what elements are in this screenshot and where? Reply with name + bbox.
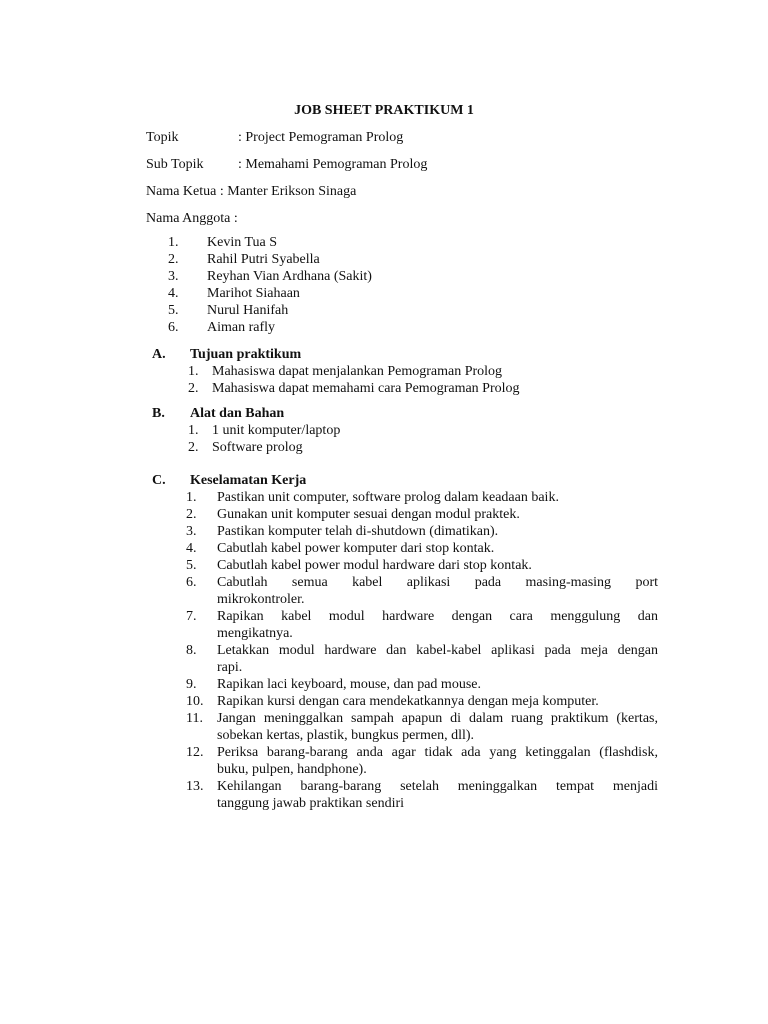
list-item — [168, 234, 372, 251]
section-a-list — [188, 363, 520, 397]
list-text-continued: rapi. — [217, 660, 243, 675]
list-text: Periksa barang-barang anda agar tidak ada yang ketinggalan (flashdisk, — [217, 745, 658, 760]
member-name: Nurul Hanifah — [207, 303, 289, 318]
list-item — [186, 523, 658, 540]
list-number: 5. — [186, 558, 197, 573]
list-text: Rapikan kursi dengan cara mendekatkannya dengan meja komputer. — [217, 694, 599, 709]
anggota-label: Nama Anggota : — [146, 211, 238, 226]
list-text-continued: buku, pulpen, handphone). — [217, 762, 367, 777]
list-item — [186, 642, 658, 676]
list-item — [186, 540, 658, 557]
subtopik-field — [146, 156, 428, 174]
list-number: 2. — [186, 507, 197, 522]
subtopik-value: : Memahami Pemograman Prolog — [238, 157, 428, 172]
member-name: Rahil Putri Syabella — [207, 252, 320, 267]
list-number: 5. — [168, 303, 179, 318]
list-text-continued: tanggung jawab praktikan sendiri — [217, 796, 405, 811]
list-item — [186, 506, 658, 523]
section-a-letter: A. — [152, 347, 166, 362]
list-number: 2. — [188, 440, 199, 455]
list-number: 12. — [186, 745, 204, 760]
list-item — [186, 710, 658, 744]
page-title: JOB SHEET PRAKTIKUM 1 — [294, 103, 474, 118]
list-item — [186, 676, 658, 693]
list-text-continued: sobekan kertas, plastik, bungkus permen, dll). — [217, 728, 475, 743]
ketua-text: Nama Ketua : Manter Erikson Sinaga — [146, 184, 357, 199]
topik-label: Topik — [146, 130, 179, 145]
list-item — [186, 489, 658, 506]
list-text: Gunakan unit komputer sesuai dengan modul praktek. — [217, 507, 520, 522]
section-c-letter: C. — [152, 473, 166, 488]
list-number: 2. — [168, 252, 179, 267]
list-item — [186, 608, 658, 642]
list-number: 1. — [168, 235, 179, 250]
member-name: Kevin Tua S — [207, 235, 278, 250]
list-number: 13. — [186, 779, 204, 794]
list-text: Mahasiswa dapat menjalankan Pemograman Prolog — [212, 364, 503, 379]
list-item — [168, 285, 372, 302]
member-name: Reyhan Vian Ardhana (Sakit) — [207, 269, 372, 284]
list-number: 1. — [186, 490, 197, 505]
list-text: Mahasiswa dapat memahami cara Pemograman Prolog — [212, 381, 520, 396]
section-b-letter: B. — [152, 406, 165, 421]
anggota-label-field — [146, 210, 238, 228]
list-number: 6. — [186, 575, 197, 590]
list-item — [186, 693, 658, 710]
list-item — [188, 380, 520, 397]
section-a-title: Tujuan praktikum — [190, 347, 302, 362]
section-c-title: Keselamatan Kerja — [190, 473, 307, 488]
list-item — [168, 251, 372, 268]
list-item — [186, 778, 658, 812]
list-text: Rapikan kabel modul hardware dengan cara menggulung dan — [217, 609, 658, 624]
list-text: Cabutlah kabel power modul hardware dari stop kontak. — [217, 558, 532, 573]
list-item — [188, 439, 340, 456]
list-number: 4. — [186, 541, 197, 556]
list-text: Software prolog — [212, 440, 303, 455]
section-c-list — [186, 489, 658, 812]
list-text: Pastikan unit computer, software prolog dalam keadaan baik. — [217, 490, 559, 505]
topik-field — [146, 129, 404, 147]
list-text: Kehilangan barang-barang setelah meninggalkan tempat menjadi — [217, 779, 658, 794]
subtopik-label: Sub Topik — [146, 157, 204, 172]
list-number: 8. — [186, 643, 197, 658]
list-text: Cabutlah semua kabel aplikasi pada masing-masing port — [217, 575, 658, 590]
list-number: 7. — [186, 609, 197, 624]
list-number: 9. — [186, 677, 197, 692]
list-item — [188, 363, 520, 380]
list-text: Letakkan modul hardware dan kabel-kabel aplikasi pada meja dengan — [217, 643, 658, 658]
section-b-list — [188, 422, 340, 456]
list-number: 11. — [186, 711, 203, 726]
list-text: 1 unit komputer/laptop — [212, 423, 341, 438]
list-number: 1. — [188, 364, 199, 379]
list-number: 3. — [168, 269, 179, 284]
topik-value: : Project Pemograman Prolog — [238, 130, 404, 145]
list-text-continued: mikrokontroler. — [217, 592, 305, 607]
list-text: Cabutlah kabel power komputer dari stop kontak. — [217, 541, 495, 556]
list-item — [186, 744, 658, 778]
list-text: Pastikan komputer telah di-shutdown (dimatikan). — [217, 524, 499, 539]
list-item — [186, 557, 658, 574]
list-number: 3. — [186, 524, 197, 539]
list-item — [168, 319, 372, 336]
list-number: 1. — [188, 423, 199, 438]
list-item — [168, 302, 372, 319]
list-number: 2. — [188, 381, 199, 396]
list-item — [168, 268, 372, 285]
member-list — [168, 234, 372, 336]
list-number: 6. — [168, 320, 179, 335]
list-text: Jangan meninggalkan sampah apapun di dalam ruang praktikum (kertas, — [217, 711, 658, 726]
list-text-continued: mengikatnya. — [217, 626, 293, 641]
section-b-title: Alat dan Bahan — [190, 406, 285, 421]
list-number: 10. — [186, 694, 204, 709]
ketua-field — [146, 183, 356, 201]
member-name: Aiman rafly — [207, 320, 276, 335]
list-item — [186, 574, 658, 608]
member-name: Marihot Siahaan — [207, 286, 300, 301]
list-item — [188, 422, 340, 439]
list-text: Rapikan laci keyboard, mouse, dan pad mouse. — [217, 677, 481, 692]
list-number: 4. — [168, 286, 179, 301]
